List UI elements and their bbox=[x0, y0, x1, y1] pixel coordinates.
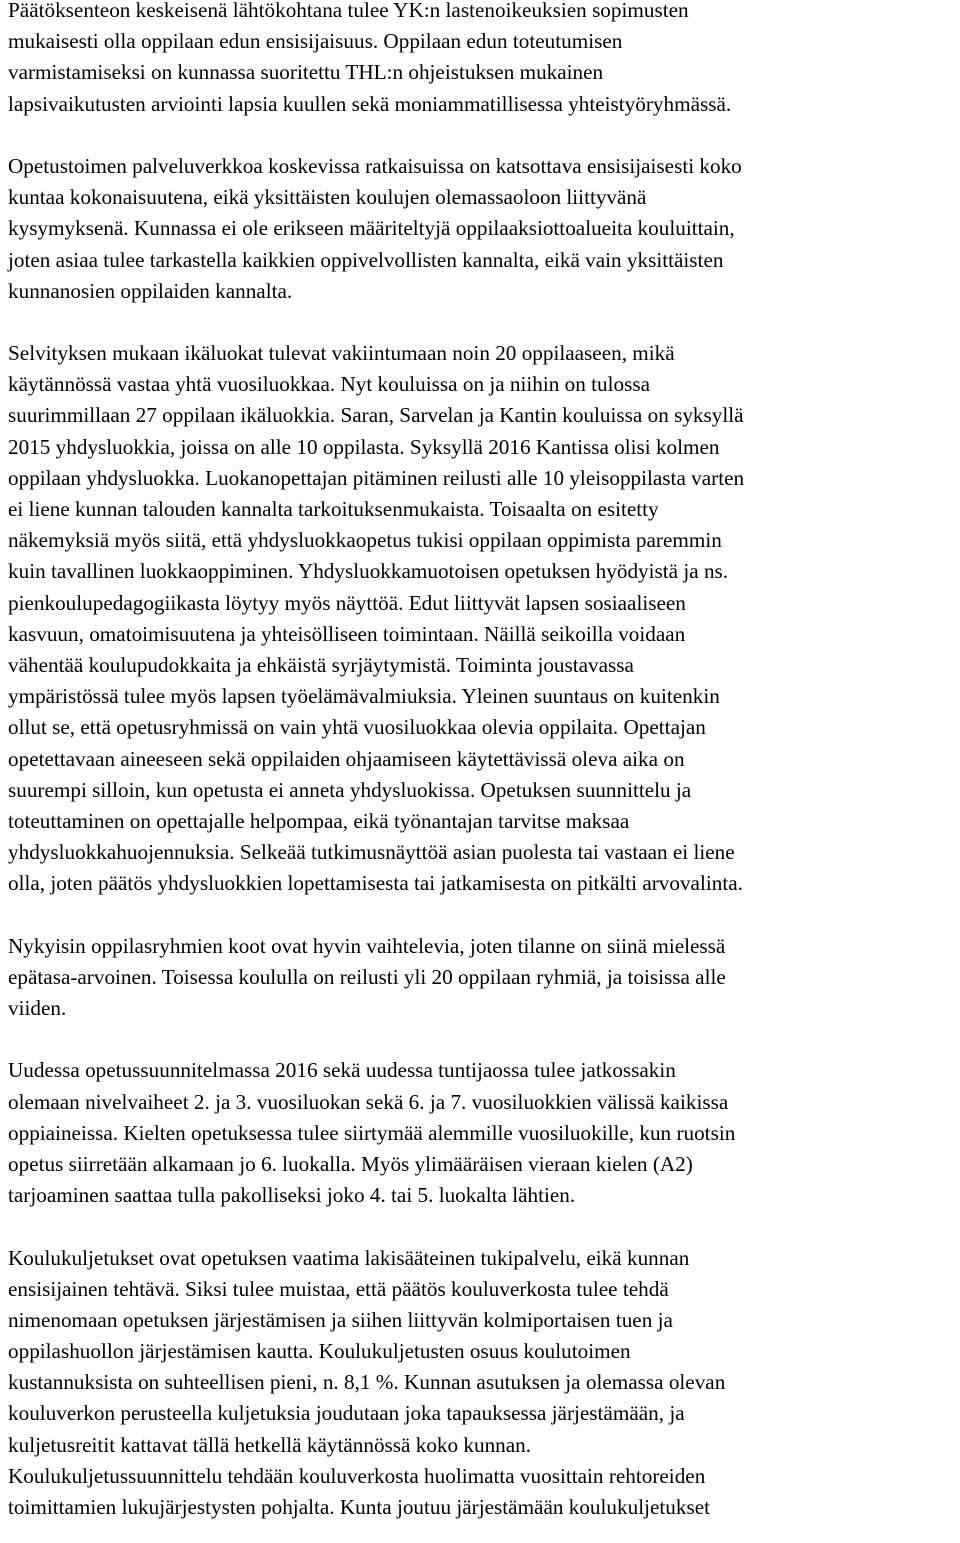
paragraph-spacer bbox=[8, 307, 958, 338]
text-line: olemaan nivelvaiheet 2. ja 3. vuosiluokan sekä 6. ja 7. vuosiluokkien välissä kaikissa bbox=[8, 1089, 729, 1114]
text-line: ensisijainen tehtävä. Siksi tulee muistaa, että päätös kouluverkosta tulee tehdä bbox=[8, 1276, 669, 1301]
text-line: ollut se, että opetusryhmissä on vain yhtä vuosiluokkaa olevia oppilaita. Opettajan bbox=[8, 715, 706, 740]
text-line: kunnanosien oppilaiden kannalta. bbox=[8, 278, 293, 303]
text-line: Koulukuljetukset ovat opetuksen vaatima lakisääteinen tukipalvelu, eikä kunnan bbox=[8, 1245, 690, 1270]
text-line: oppilaan yhdysluokka. Luokanopettajan pitäminen reilusti alle 10 yleisoppilasta varten bbox=[8, 465, 745, 490]
text-line: Nykyisin oppilasryhmien koot ovat hyvin vaihtelevia, joten tilanne on siinä mielessä bbox=[8, 933, 726, 958]
text-line: oppilashuollon järjestämisen kautta. Koulukuljetusten osuus koulutoimen bbox=[8, 1339, 631, 1364]
text-line: opetus siirretään alkamaan jo 6. luokalla. Myös ylimääräisen vieraan kielen (A2) bbox=[8, 1151, 693, 1176]
text-line: lapsivaikutusten arviointi lapsia kuullen sekä moniammatillisessa yhteistyöryhmässä. bbox=[8, 91, 732, 116]
text-line: toimittamien lukujärjestysten pohjalta. Kunta joutuu järjestämään koulukuljetukset bbox=[8, 1495, 710, 1519]
text-line: ei liene kunnan talouden kannalta tarkoituksenmukaista. Toisaalta on esitetty bbox=[8, 497, 659, 521]
text-line: olla, joten päätös yhdysluokkien lopettamisesta tai jatkamisesta on pitkälti arvovalinta. bbox=[8, 871, 743, 896]
paragraph-transport-planning bbox=[8, 1461, 958, 1523]
text-line: mukaisesti olla oppilaan edun ensisijaisuus. Oppilaan edun toteutumisen bbox=[8, 29, 623, 54]
text-line: kuntaa kokonaisuutena, eikä yksittäisten koulujen olemassaoloon liittyvänä bbox=[8, 185, 647, 210]
text-line: kasvuun, omatoimisuutena ja yhteisölliseen toimintaan. Näillä seikoilla voidaan bbox=[8, 621, 686, 646]
text-line: kustannuksista on suhteellisen pieni, n. 8,1 %. Kunnan asutuksen ja olemassa olevan bbox=[8, 1370, 726, 1395]
text-line: nimenomaan opetuksen järjestämisen ja siihen liittyvän kolmiportaisen tuen ja bbox=[8, 1307, 673, 1332]
text-line: Opetustoimen palveluverkkoa koskevissa ratkaisuissa on katsottava ensisijaisesti koko bbox=[8, 153, 742, 178]
paragraph-spacer bbox=[8, 899, 958, 930]
text-line: kuljetusreitit kattavat tällä hetkellä käytännössä koko kunnan. bbox=[8, 1432, 532, 1457]
text-line: ympäristössä tulee myös lapsen työelämävalmiuksia. Yleinen suuntaus on kuitenkin bbox=[8, 684, 720, 709]
text-line: vähentää koulupudokkaita ja ehkäistä syrjäytymistä. Toiminta joustavassa bbox=[8, 652, 634, 677]
text-line: joten asiaa tulee tarkastella kaikkien oppivelvollisten kannalta, eikä vain yksittäisten bbox=[8, 247, 724, 272]
paragraph-combined-classes bbox=[8, 338, 958, 899]
text-line: toteuttaminen on opettajalle helpompaa, eikä työnantajan tarvitse maksaa bbox=[8, 808, 630, 833]
text-line: kouluverkon perusteella kuljetuksia joudutaan joka tapauksessa järjestämään, ja bbox=[8, 1401, 685, 1426]
text-line: pienkoulupedagogiikasta löytyy myös näyttöä. Edut liittyvät lapsen sosiaaliseen bbox=[8, 590, 686, 615]
paragraph-spacer bbox=[8, 1024, 958, 1055]
paragraph-service-network bbox=[8, 151, 958, 307]
text-line: oppiaineissa. Kielten opetuksessa tulee siirtymää alemmille vuosiluokille, kun ruotsin bbox=[8, 1120, 736, 1145]
text-line: suurempi silloin, kun opetusta ei anneta yhdysluokissa. Opetuksen suunnittelu ja bbox=[8, 777, 692, 802]
text-line: näkemyksiä myös siitä, että yhdysluokkaopetus tukisi oppilaan oppimista paremmin bbox=[8, 528, 722, 553]
paragraph-group-sizes bbox=[8, 931, 958, 1025]
paragraph-school-transport bbox=[8, 1243, 958, 1461]
text-line: varmistamiseksi on kunnassa suoritettu THL:n ohjeistuksen mukainen bbox=[8, 60, 604, 85]
document-page bbox=[8, 0, 958, 1523]
text-line: opetettavaan aineeseen sekä oppilaiden ohjaamiseen käytettävissä oleva aika on bbox=[8, 746, 685, 771]
text-line: 2015 yhdysluokkia, joissa on alle 10 oppilasta. Syksyllä 2016 Kantissa olisi kolmen bbox=[8, 434, 720, 459]
text-line: kysymyksenä. Kunnassa ei ole erikseen määriteltyjä oppilaaksiottoalueita kouluittain, bbox=[8, 216, 735, 241]
text-line: epätasa-arvoinen. Toisessa koululla on reilusti yli 20 oppilaan ryhmiä, ja toisissa alle bbox=[8, 964, 726, 989]
text-line: suurimmillaan 27 oppilaan ikäluokkia. Saran, Sarvelan ja Kantin kouluissa on syksyllä bbox=[8, 403, 744, 428]
text-line: yhdysluokkahuojennuksia. Selkeää tutkimusnäyttöä asian puolesta tai vastaan ei liene bbox=[8, 840, 735, 865]
text-line: käytännössä vastaa yhtä vuosiluokkaa. Nyt kouluissa on ja niihin on tulossa bbox=[8, 372, 651, 397]
paragraph-curriculum bbox=[8, 1055, 958, 1211]
text-line: Uudessa opetussuunnitelmassa 2016 sekä uudessa tuntijaossa tulee jatkossakin bbox=[8, 1058, 676, 1083]
text-line: tarjoaminen saattaa tulla pakolliseksi joko 4. tai 5. luokalta lähtien. bbox=[8, 1183, 576, 1208]
text-line: Koulukuljetussuunnittelu tehdään kouluverkosta huolimatta vuosittain rehtoreiden bbox=[8, 1463, 706, 1488]
text-line: Selvityksen mukaan ikäluokat tulevat vakiintumaan noin 20 oppilaaseen, mikä bbox=[8, 341, 675, 366]
text-line: viiden. bbox=[8, 996, 67, 1020]
text-line: kuin tavallinen luokkaoppiminen. Yhdysluokkamuotoisen opetuksen hyödyistä ja ns. bbox=[8, 559, 729, 584]
paragraph-best-interest bbox=[8, 0, 958, 120]
paragraph-spacer bbox=[8, 120, 958, 151]
text-line: Päätöksenteon keskeisenä lähtökohtana tulee YK:n lastenoikeuksien sopimusten bbox=[8, 0, 689, 22]
paragraph-spacer bbox=[8, 1211, 958, 1242]
